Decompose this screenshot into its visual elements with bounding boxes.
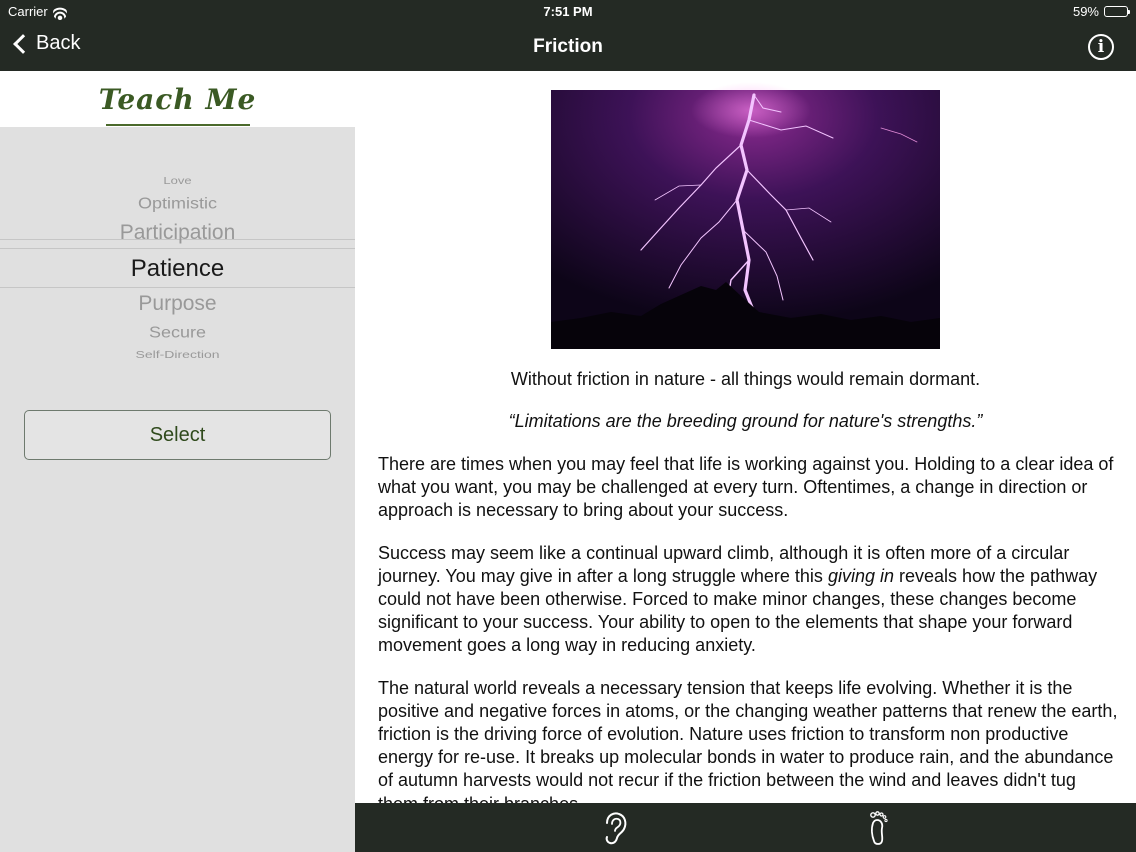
picker-selection-line-top-inner: [0, 248, 355, 249]
picker-item-purpose[interactable]: Purpose: [138, 292, 217, 315]
navigation-bar: [0, 24, 1136, 71]
chevron-left-icon: [13, 34, 33, 54]
picker-selection-line-bottom: [0, 287, 355, 288]
quote-text: “Limitations are the breeding ground for nature's strengths.”: [508, 411, 983, 431]
paragraph-3: The natural world reveals a necessary tension that keeps life evolving. Whether it is the positive and negative forces in atoms, or the changing weather patterns that renew the earth, friction is the driving force of evolution. Nature uses friction to transform non productive energy for re-use. It breaks up molecular bonds in water to produce rain, and the abundance of autumn harvests would not recur if the friction between the wind and leaves didn't tug: [378, 677, 1118, 791]
picker-item-patience[interactable]: Patience: [130, 255, 225, 282]
picker-item-self-direction[interactable]: Self-Direction: [135, 348, 220, 360]
title-underline: [106, 124, 250, 126]
paragraph-2-start: Success may seem like a continual upward climb, although it is often more of a circular journey. You may give in after a long struggle where this: [378, 542, 1070, 586]
footprint-icon[interactable]: [861, 809, 895, 847]
article-body: [378, 453, 1118, 835]
picker-item-optimistic[interactable]: Optimistic: [137, 194, 217, 212]
article-content[interactable]: [355, 71, 1136, 803]
teach-me-header: [0, 71, 355, 127]
paragraph-2-end: reveals how the pathway could not have been otherwise. Forced to make minor changes, these changes become significant to your success. Your ability to open to the elements that shape your forward movement goes a long way in reducing anxiety.: [378, 565, 1098, 656]
image-caption: Without friction in nature - all things would remain dormant.: [510, 369, 981, 389]
picker-item-participation[interactable]: Participation: [119, 221, 236, 244]
back-label: Back: [36, 32, 81, 54]
paragraph-2-emphasis: giving in: [827, 565, 894, 586]
page-title: Friction: [533, 36, 603, 57]
topic-picker[interactable]: [0, 163, 355, 367]
teach-me-panel: [0, 71, 355, 852]
back-button[interactable]: [12, 32, 80, 55]
info-icon[interactable]: i: [1088, 34, 1114, 60]
carrier-label: Carrier: [8, 4, 48, 19]
battery-percent: 59%: [1072, 4, 1099, 19]
teach-me-title: Teach Me: [98, 83, 257, 116]
bottom-toolbar: [355, 803, 1136, 852]
top-bar: [0, 0, 1136, 71]
picker-item-love[interactable]: Love: [163, 174, 192, 187]
lightning-illustration: [551, 90, 940, 349]
battery-icon: [1104, 6, 1128, 17]
paragraph-1: There are times when you may feel that life is working against you. Holding to a clear idea of what you want, you may be challenged at every turn. Oftentimes, a change in direction or approach is necessary to bring about your success.: [378, 454, 1114, 521]
lightning-photo: [551, 90, 940, 349]
select-button[interactable]: Select: [24, 410, 331, 460]
status-time: 7:51 PM: [543, 4, 593, 19]
ear-icon[interactable]: [597, 809, 631, 847]
paragraph-2: [378, 542, 1118, 658]
picker-item-secure[interactable]: Secure: [148, 323, 207, 341]
status-bar: [0, 0, 1136, 24]
battery-indicator: [1073, 4, 1128, 19]
